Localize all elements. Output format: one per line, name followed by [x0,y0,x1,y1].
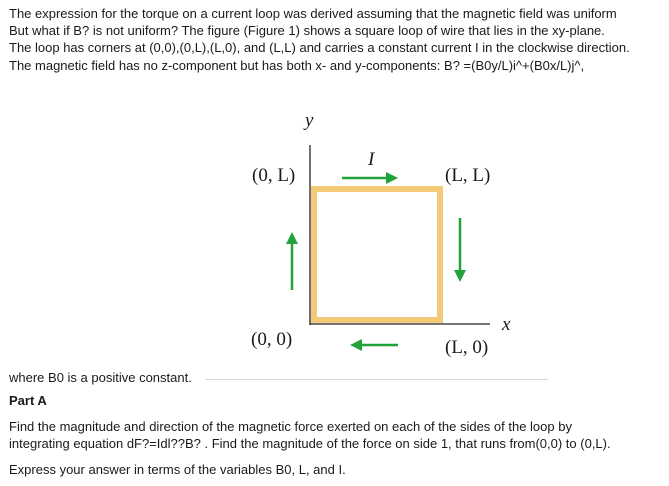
task-line-2: integrating equation dF?=Idl??B? . Find the magnitude of the force on side 1, that runs from(0,0) to (0,L). [9,436,611,451]
intro-line-4: The magnetic field has no z-component but has both x- and y-components: B? =(B0y/L)i^+(B0x/L)j^, [9,57,585,73]
part-a-heading: Part A [9,393,47,408]
intro-line-3: The loop has corners at (0,0),(0,L),(L,0), and (L,L) and carries a constant current I in the clockwise direction. [9,40,630,56]
intro-line-1: The expression for the torque on a current loop was derived assuming that the magnetic field was uniform [9,6,617,21]
corner-label-LL: (L, L) [445,165,491,186]
arrow-top-right-icon [342,172,398,184]
arrow-left-up-icon [286,232,298,290]
answer-instructions: Express your answer in terms of the variables B0, L, and I. [9,462,346,477]
intro-line-2: But what if B? is not uniform? The figure (Figure 1) shows a square loop of wire that lies in the xy-plane. [9,23,605,39]
corner-label-L0: (L, 0) [445,337,489,358]
corner-label-00: (0, 0) [251,329,293,350]
current-label: I [368,149,375,170]
corner-label-0L: (0, L) [252,165,296,186]
constant-note: where B0 is a positive constant. [9,370,192,385]
x-axis-label: x [502,314,511,335]
arrow-bottom-left-icon [350,339,398,351]
divider [205,379,548,380]
task-line-1: Find the magnitude and direction of the magnetic force exerted on each of the sides of the loop by [9,419,572,434]
current-loop [314,189,440,320]
arrow-right-down-icon [454,218,466,282]
task-statement [9,418,664,452]
y-axis-label: y [305,110,314,131]
